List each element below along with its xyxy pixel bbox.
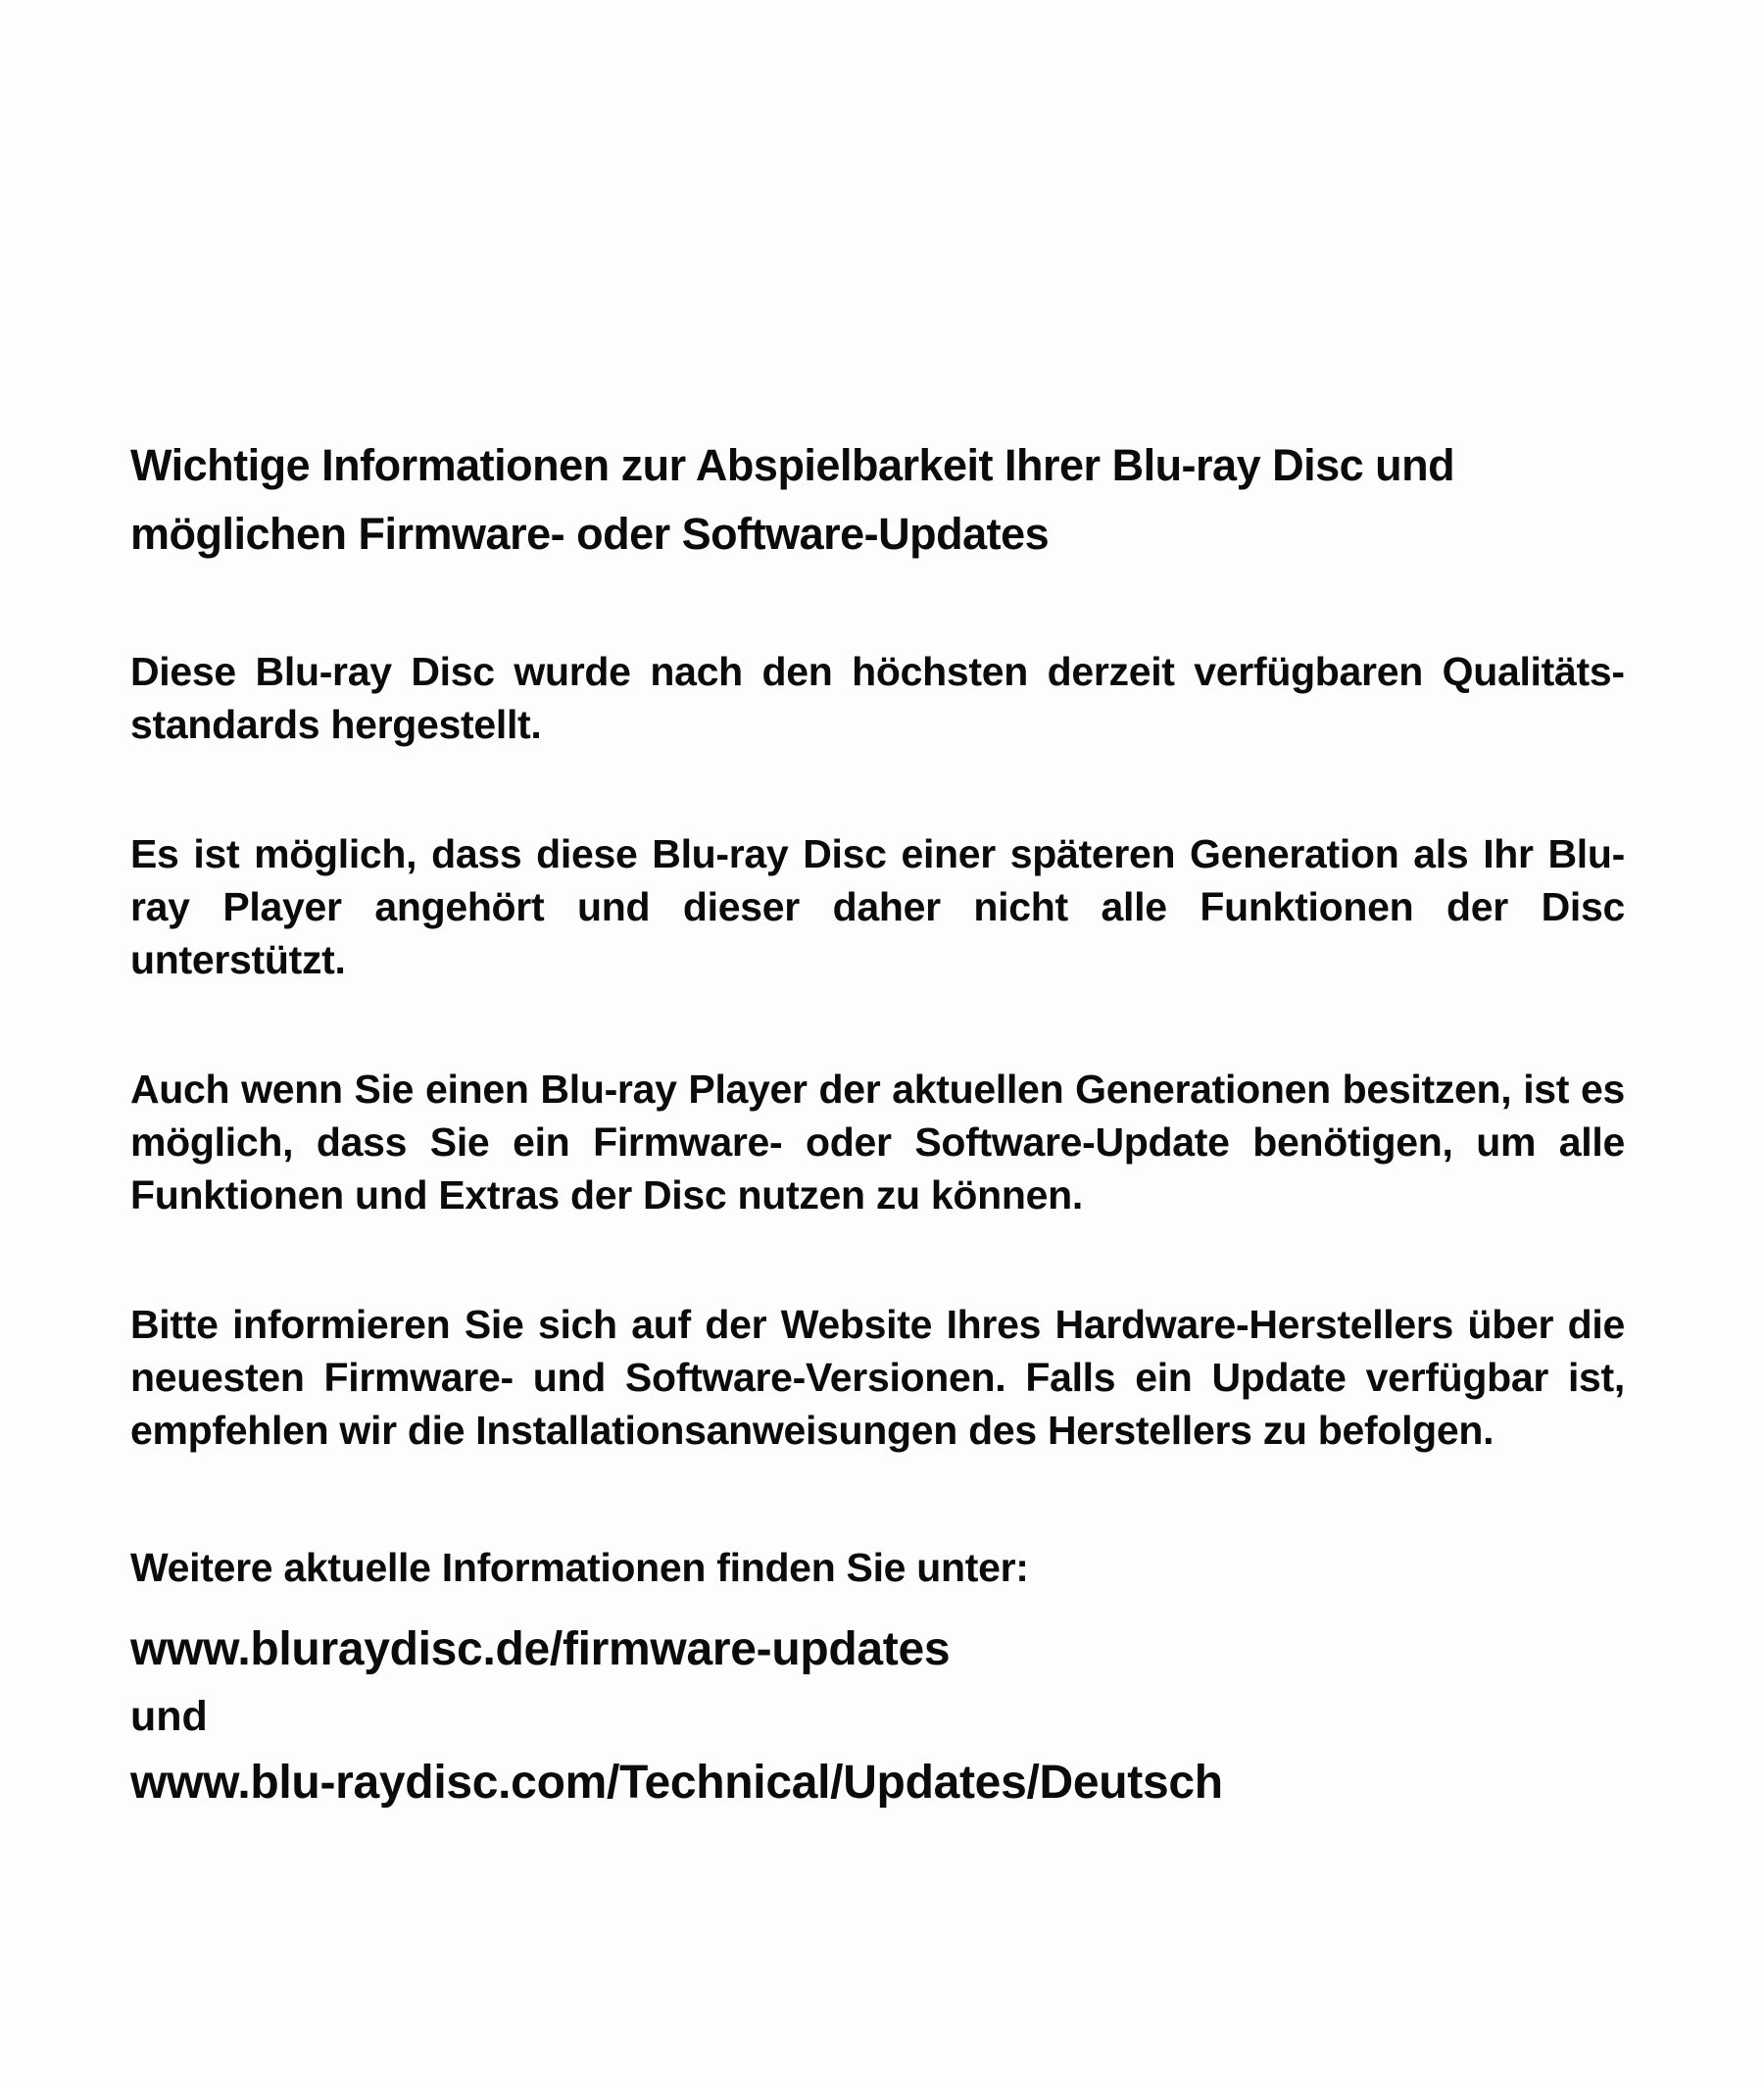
title-line-1: Wichtige Informationen zur Abspielbarkeit Ihrer Blu-ray Disc und bbox=[130, 440, 1455, 490]
firmware-updates-link[interactable]: www.bluraydisc.de/firmware-updates bbox=[130, 1623, 951, 1675]
more-info-label: Weitere aktuelle Informationen finden Sie unter: bbox=[130, 1545, 1029, 1590]
document-content bbox=[130, 431, 1625, 1814]
paragraph-quality: Diese Blu-ray Disc wurde nach den höchsten derzeit verfügbaren Qualitätsstandards hergestellt. bbox=[130, 649, 1625, 747]
paragraph-generation: Es ist möglich, dass diese Blu-ray Disc einer späteren Generation als Ihr Blu-ray Player angehört und dieser daher nicht alle Funktionen der Disc unterstützt. bbox=[130, 831, 1625, 982]
conjunction-text: und bbox=[130, 1693, 208, 1740]
paragraph-manufacturer-info: Bitte informieren Sie sich auf der Website Ihres Hardware-Herstellers über die neuesten Firmware- und Software-Versionen. Falls ein Update verfügbar ist, empfehlen wir die Installationsanweisungen des Herstellers zu befolgen. bbox=[130, 1302, 1625, 1453]
paragraph-update-needed: Auch wenn Sie einen Blu-ray Player der aktuellen Generationen besitzen, ist es möglich, dass Sie ein Firmware- oder Software-Update benötigen, um alle Funktionen und Extras der Disc nutzen zu können. bbox=[130, 1067, 1625, 1217]
document-title bbox=[130, 431, 1625, 569]
technical-updates-link[interactable]: www.blu-raydisc.com/Technical/Updates/Deutsch bbox=[130, 1757, 1223, 1809]
title-line-2: möglichen Firmware- oder Software-Updates bbox=[130, 509, 1050, 559]
